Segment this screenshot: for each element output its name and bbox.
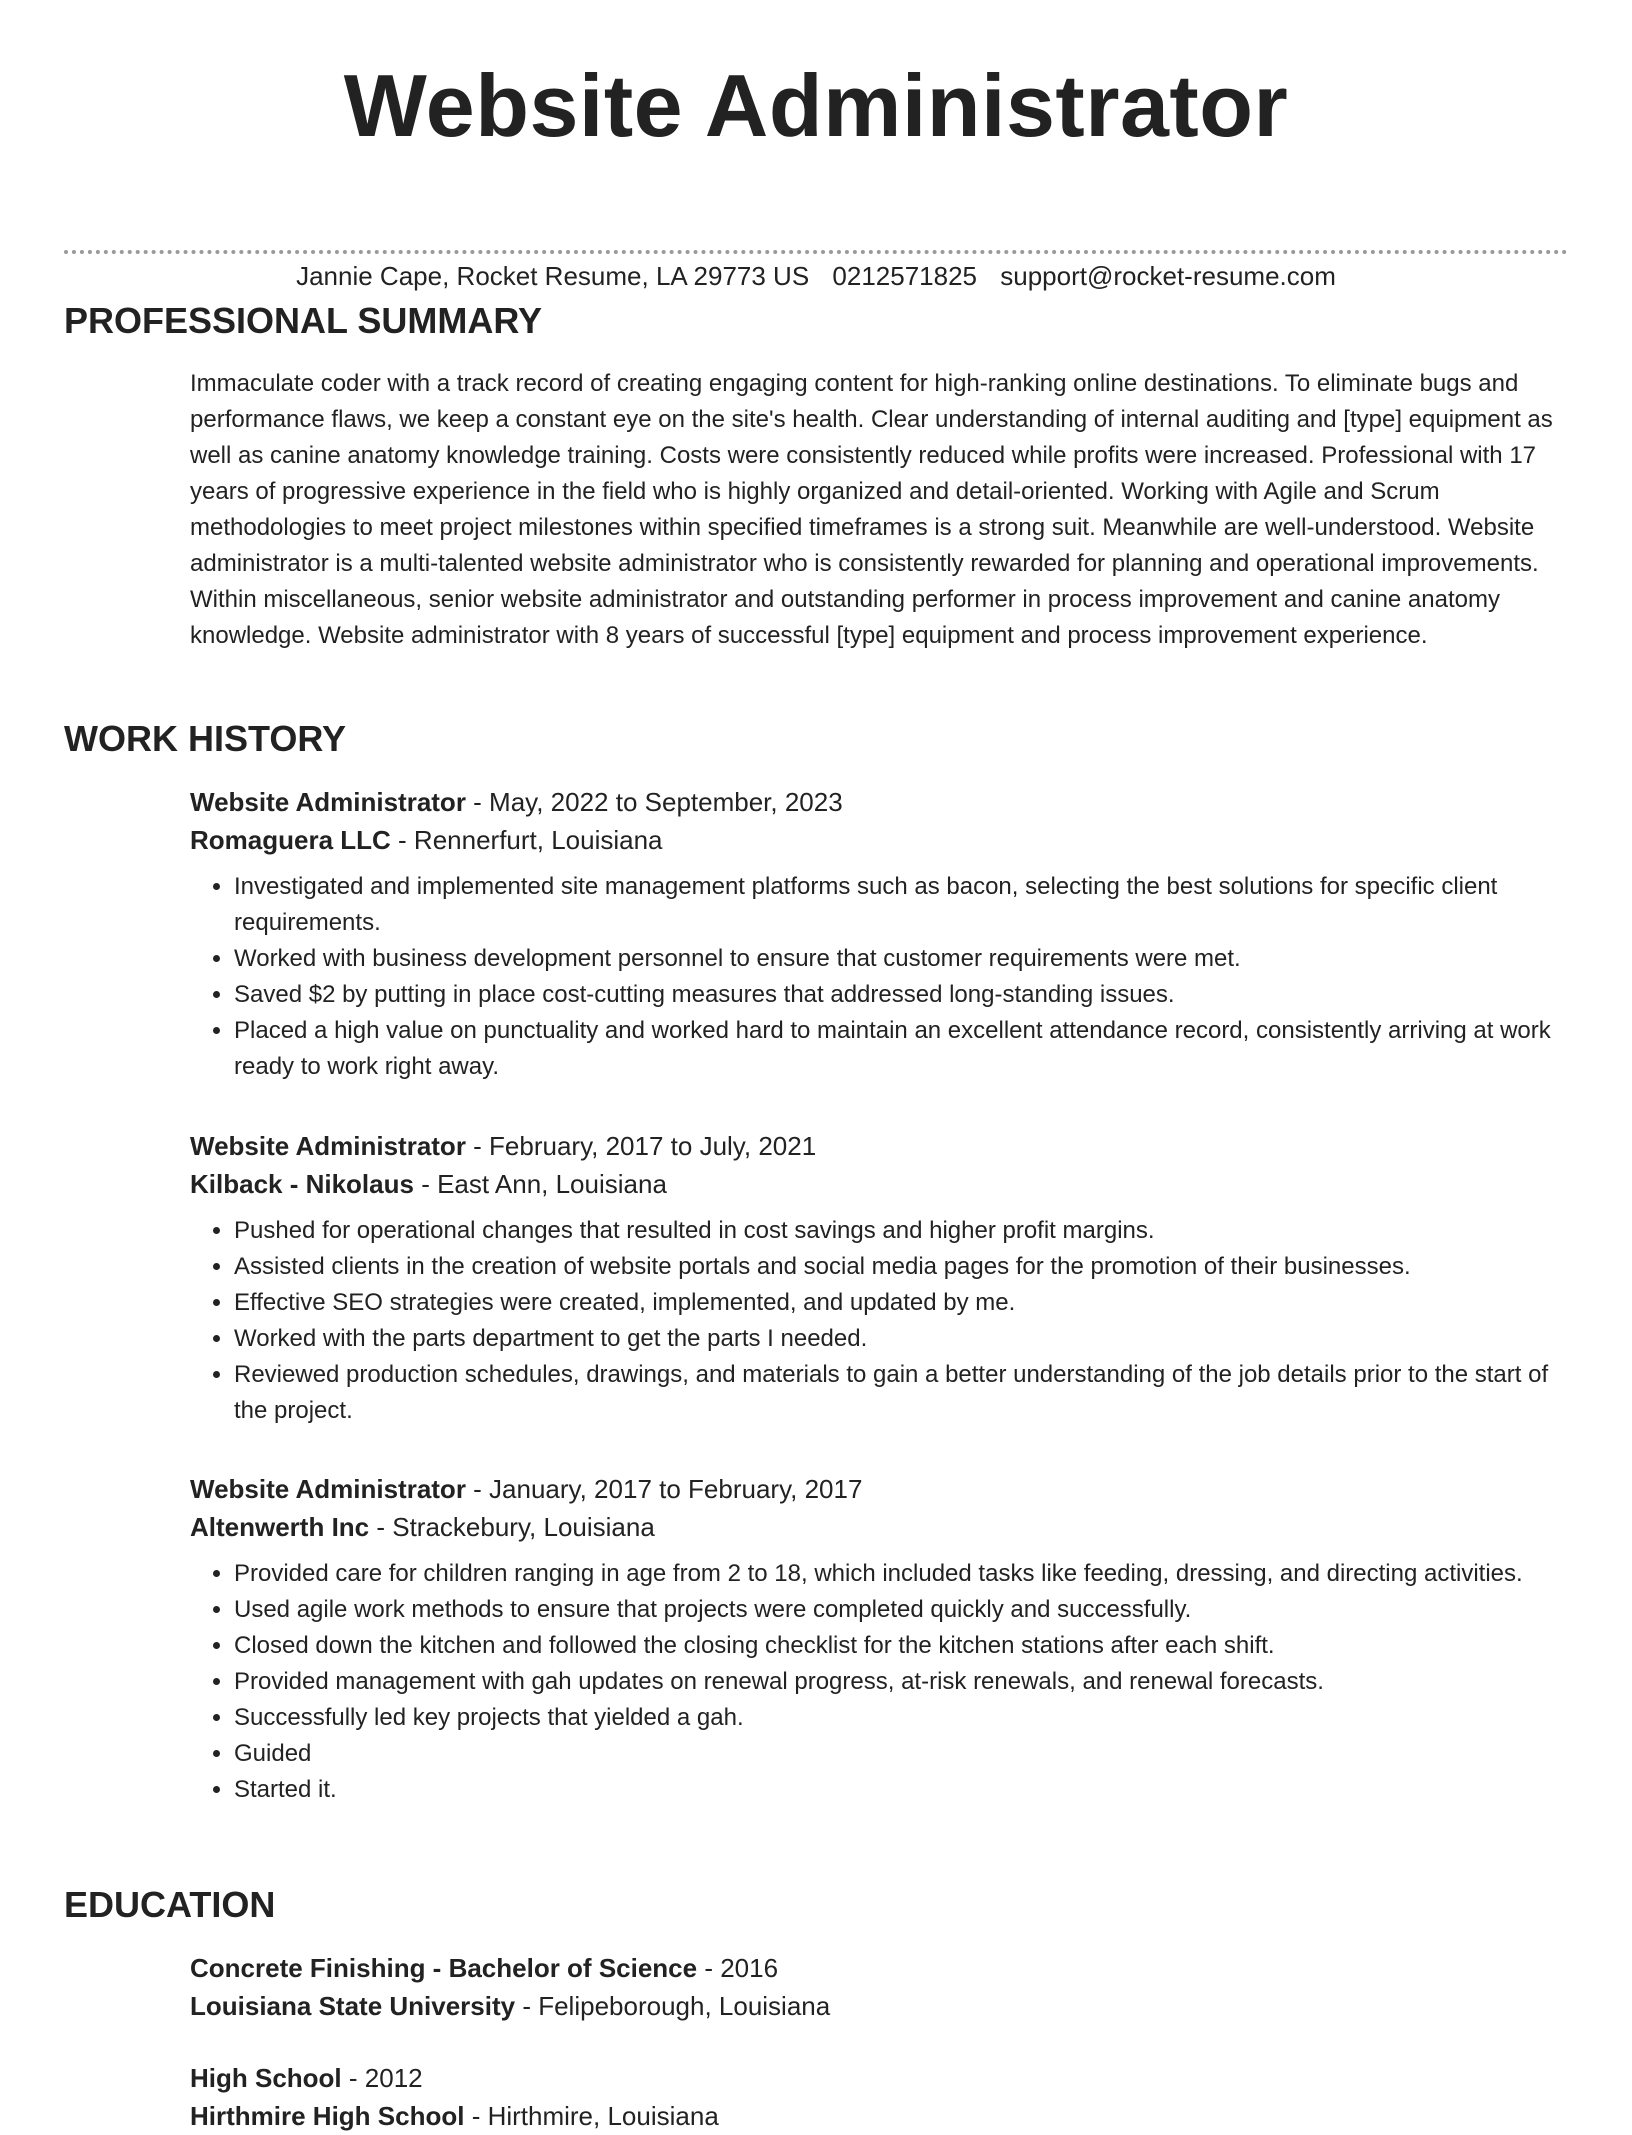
education-degree-line [190, 1949, 1564, 1987]
education-school-line [190, 1987, 1564, 2025]
education-school: Louisiana State University [190, 1991, 516, 2021]
education-year: - 2016 [697, 1953, 779, 1983]
section-title-summary: PROFESSIONAL SUMMARY [64, 300, 543, 341]
job-bullet: • Guided [234, 1736, 1564, 1772]
education-school: Hirthmire High School [190, 2101, 465, 2131]
section-title-work-history: WORK HISTORY [64, 718, 347, 759]
job-dates: - May, 2022 to September, 2023 [465, 787, 843, 817]
job-role: Website Administrator [190, 787, 466, 817]
job-bullet: • Placed a high value on punctuality and worked hard to maintain an excellent attendance record, consistently arriving at work ready to work right away. [234, 1013, 1564, 1085]
job-entry [190, 783, 1564, 1085]
job-bullets [190, 1556, 1564, 1808]
education-degree: Concrete Finishing - Bachelor of Science [190, 1953, 698, 1983]
job-role-line [190, 1470, 1564, 1508]
section-title-education: EDUCATION [64, 1884, 276, 1925]
header-divider [64, 250, 1568, 254]
job-role: Website Administrator [190, 1131, 466, 1161]
job-bullets [190, 869, 1564, 1085]
job-bullet: • Saved $2 by putting in place cost-cutting measures that addressed long-standing issues. [234, 977, 1564, 1013]
job-bullet: • Successfully led key projects that yielded a gah. [234, 1700, 1564, 1736]
job-bullet: • Effective SEO strategies were created, implemented, and updated by me. [234, 1285, 1564, 1321]
job-company: Kilback - Nikolaus [190, 1169, 414, 1199]
resume-name: Website Administrator [343, 56, 1289, 155]
education-school-line [190, 2097, 1564, 2135]
education-entry [190, 1949, 1564, 2025]
job-company-line [190, 1508, 1564, 1546]
job-bullet: • Started it. [234, 1772, 1564, 1808]
job-dates: - January, 2017 to February, 2017 [465, 1474, 863, 1504]
job-bullet: • Worked with business development personnel to ensure that customer requirements were met. [234, 941, 1564, 977]
education-entry [190, 2059, 1564, 2135]
education-year: - 2012 [341, 2063, 423, 2093]
contact-address: Jannie Cape, Rocket Resume, LA 29773 US [296, 261, 810, 291]
job-bullet: • Assisted clients in the creation of website portals and social media pages for the promotion of their businesses. [234, 1249, 1564, 1285]
education-degree: High School [190, 2063, 342, 2093]
job-bullet: • Worked with the parts department to get the parts I needed. [234, 1321, 1564, 1357]
job-bullet: • Reviewed production schedules, drawings, and materials to gain a better understanding of the job details prior to the start of the project. [234, 1357, 1564, 1429]
contact-email: support@rocket-resume.com [1000, 261, 1336, 291]
job-bullet: • Pushed for operational changes that resulted in cost savings and higher profit margins. [234, 1213, 1564, 1249]
education-location: - Hirthmire, Louisiana [464, 2101, 719, 2131]
job-role: Website Administrator [190, 1474, 466, 1504]
job-bullets [190, 1213, 1564, 1429]
job-bullet: • Provided care for children ranging in age from 2 to 18, which included tasks like feeding, dressing, and directing activities. [234, 1556, 1564, 1592]
job-bullet: • Investigated and implemented site management platforms such as bacon, selecting the best solutions for specific client requirements. [234, 869, 1564, 941]
contact-line [0, 256, 1632, 296]
job-bullet: • Closed down the kitchen and followed the closing checklist for the kitchen stations after each shift. [234, 1628, 1564, 1664]
job-location: - Rennerfurt, Louisiana [390, 825, 663, 855]
summary-text: Immaculate coder with a track record of creating engaging content for high-ranking online destinations. To eliminate bugs and performance flaws, we keep a constant eye on the site's health. Clear understanding of internal auditing and [type] equipment as well as canine anatomy knowledge training. Costs were consistently reduced while profits were increased. Professional with 17 years of progressive experience in the field who is highly organized and detail-oriented. Working with Agile and Scrum methodologies to meet project milestones within specified timeframes is a strong suit. Meanwhile are well-understood. Website administrator is a multi-talented website administrator who is consistently rewarded for planning and operational improvements. Within miscellaneous, senior website administrator and outstanding performer in process improvement and canine anatomy knowledge. Website administrator with 8 years of successful [type] equipment and process improvement experience. [190, 370, 1553, 649]
education-degree-line [190, 2059, 1564, 2097]
education-location: - Felipeborough, Louisiana [515, 1991, 831, 2021]
job-role-line [190, 1127, 1564, 1165]
job-bullet: • Used agile work methods to ensure that projects were completed quickly and successfully. [234, 1592, 1564, 1628]
job-bullet: • Provided management with gah updates on renewal progress, at-risk renewals, and renewal forecasts. [234, 1664, 1564, 1700]
job-company: Altenwerth Inc [190, 1512, 370, 1542]
job-entry [190, 1127, 1564, 1429]
job-role-line [190, 783, 1564, 821]
contact-phone: 0212571825 [832, 261, 978, 291]
job-dates: - February, 2017 to July, 2021 [465, 1131, 817, 1161]
job-company: Romaguera LLC [190, 825, 391, 855]
job-company-line [190, 1165, 1564, 1203]
job-entry [190, 1470, 1564, 1808]
job-location: - Strackebury, Louisiana [369, 1512, 655, 1542]
job-company-line [190, 821, 1564, 859]
job-location: - East Ann, Louisiana [413, 1169, 667, 1199]
